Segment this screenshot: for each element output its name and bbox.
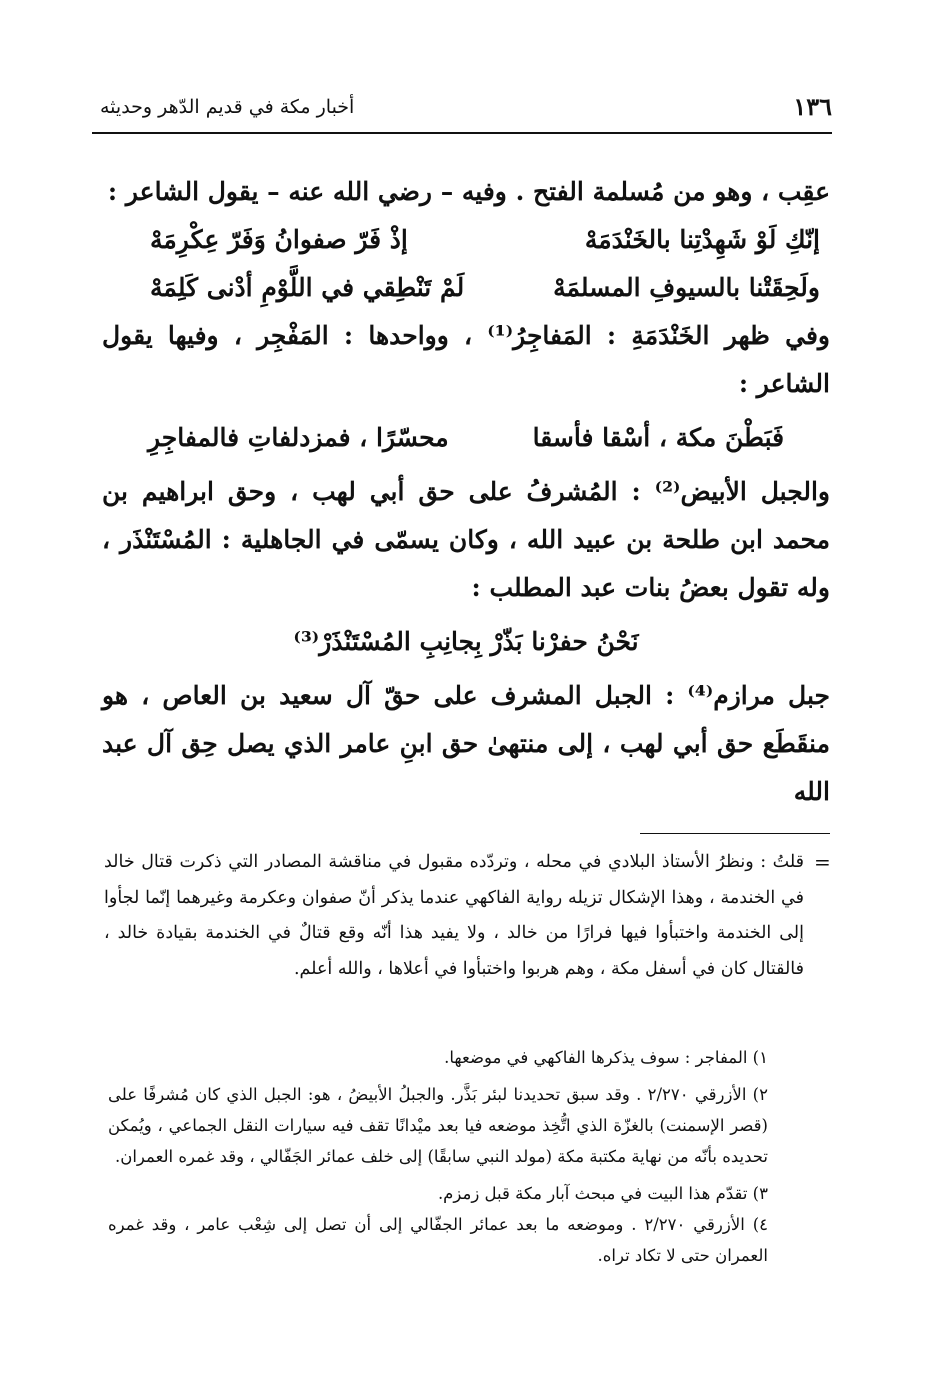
- hemistich-right: إنّكِ لَوْ شَهِدْتِنا بالخَنْدَمَهْ: [584, 225, 820, 254]
- footnote-1: ١) المفاجر : سوف يذكرها الفاكهي في موضعها.: [444, 1048, 768, 1067]
- page-header: [92, 92, 832, 134]
- paragraph-3: والجبل الأبيض⁽²⁾ : المُشرفُ على حق أبي لهب ، وحق ابراهيم بن محمد ابن طلحة بن عبيد الله ، وكان يسمّى في الجاهلية : المُسْتَنْذَر ، وله تقول بعضُ بنات عبد المطلب :: [102, 477, 830, 602]
- paragraph-2: وفي ظهر الخَنْدَمَةِ : المَفاجِرُ⁽¹⁾ ، وواحدها : المَفْجِر ، وفيها يقول الشاعر :: [102, 321, 830, 398]
- paragraph-4: جبل مرازم⁽⁴⁾ : الجبل المشرف على حقّ آل سعيد بن العاص ، هو منقَطَع حق أبي لهب ، إلى منتهىٰ حق ابنِ عامر الذي يصل حِق آل عبد الله: [102, 681, 830, 806]
- footnote-2: ٢) الأزرقي ٢/٢٧٠ . وقد سبق تحديدنا لبئر بَذَّر. والجبلُ الأبيضُ ، هو: الجبل الذي كان مُشرفًا على (قصر الإسمنت) بالغزّة الذي اتُّخِذ موضعه فيا بعد ميْدانًا تقف فيه سيارات النقل الجماعي ، ويُمكن تحديده بأنّه من نهاية مكتبة مكة (مولد النبي سابقًا) إلى خلف عمائر الجَفّالي ، وقد غمره العمران.: [108, 1085, 768, 1166]
- footnote-3: ٣) تقدّم هذا البيت في مبحث آبار مكة قبل زمزم.: [437, 1184, 768, 1203]
- hemistich-left: محسّرًا ، فمزدلفاتِ فالمفاجِرِ: [147, 423, 449, 452]
- hemistich-right: فَبَطْنَ مكة ، أسْقا فأسقا: [532, 423, 785, 452]
- hemistich-left: إذْ فَرّ صفوانُ وَفَرّ عِكْرِمَهْ: [150, 225, 408, 254]
- footnote-list: [108, 1042, 768, 1277]
- continuation-marker: =: [814, 850, 831, 874]
- poem-line-2: [150, 264, 820, 312]
- verse: نَحْنُ حفرْنا بَذّرْ بِجانِبِ المُسْتَنْذَرْ⁽³⁾: [293, 627, 639, 656]
- footnote-separator: [640, 833, 830, 834]
- footnote-continued: [104, 845, 804, 987]
- main-text: [102, 168, 830, 816]
- poem-line-1: [150, 216, 820, 264]
- footnote-4: ٤) الأزرقي ٢/٢٧٠ . وموضعه ما بعد عمائر الجفّالي إلى أن تصل إلى شِعْب عامر ، وقد غمره العمران حتى لا تكاد تراه.: [108, 1215, 769, 1265]
- page-number: ١٣٦: [793, 92, 832, 121]
- running-title: أخبار مكة في قديم الدّهر وحديثه: [100, 96, 355, 118]
- paragraph-1: عقِب ، وهو من مُسلمة الفتح . وفيه – رضي الله عنه – يقول الشاعر :: [107, 177, 830, 206]
- hemistich-right: ولَحِقَتْنا بالسيوفِ المسلمَهْ: [553, 273, 820, 302]
- footnote-continued-text: قلتُ : ونظرُ الأستاذ البلادي في محله ، وتردّده مقبول في مناقشة المصادر التي ذكرت قتال خالد في الخندمة ، وهذا الإشكال تزيله رواية الفاكهي عندما يذكر أنّ صفوان وعكرمة وغيرهما إنّما لجأوا إلى الخندمة واختبأوا فيها فرارًا من خالد ، ولا يفيد هذا أنّه وقع قتالٌ في الخندمة بقيادة خالد ، فالقتال كان في أسفل مكة ، وهم هربوا واختبأوا في أعلاها ، والله أعلم.: [104, 852, 804, 979]
- poem-line-3: [102, 414, 830, 462]
- poem-line-4: [102, 618, 830, 666]
- hemistich-left: لَمْ تَنْطِقي في اللَّوْمِ أدْنى كَلِمَهْ: [150, 273, 465, 302]
